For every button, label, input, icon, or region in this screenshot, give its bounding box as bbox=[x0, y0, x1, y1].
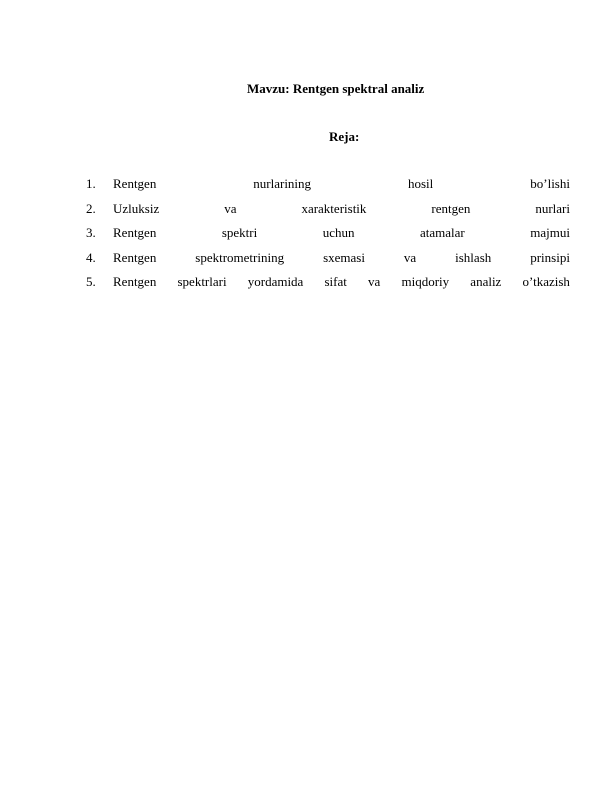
plan-item bbox=[86, 176, 570, 201]
plan-item-word: nurlarining bbox=[253, 176, 312, 191]
plan-item-word: va bbox=[368, 274, 381, 289]
plan-item-word: nurlari bbox=[535, 200, 570, 216]
plan-item-word: xarakteristik bbox=[301, 200, 367, 216]
plan-item-word: bo’lishi bbox=[530, 176, 570, 191]
plan-item-number: 1. bbox=[86, 176, 96, 191]
plan-item-word: spektri bbox=[221, 225, 258, 240]
plan-item-word: Uzluksiz bbox=[113, 200, 160, 216]
plan-item-number: 5. bbox=[86, 274, 96, 289]
document-title: Mavzu: Rentgen spektral analiz bbox=[247, 81, 425, 96]
plan-item-word: miqdoriy bbox=[401, 274, 450, 289]
plan-item-text bbox=[113, 201, 570, 217]
plan-item-word: yordamida bbox=[247, 274, 304, 289]
plan-item-word: va bbox=[403, 249, 417, 265]
plan-item-word: uchun bbox=[322, 225, 355, 240]
plan-item bbox=[86, 201, 570, 226]
plan-item-text bbox=[113, 225, 570, 241]
plan-item-number: 3. bbox=[86, 225, 96, 240]
plan-item-word: Rentgen bbox=[113, 274, 157, 289]
plan-item bbox=[86, 225, 570, 250]
plan-item-word: Rentgen bbox=[113, 225, 157, 240]
plan-item-word: va bbox=[224, 200, 237, 216]
plan-item-word: sxemasi bbox=[323, 249, 365, 265]
plan-item-text bbox=[113, 250, 570, 266]
plan-item-number: 2. bbox=[86, 200, 96, 216]
plan-item-word: o’tkazish bbox=[522, 274, 570, 289]
plan-item bbox=[86, 250, 570, 275]
plan-item-word: majmui bbox=[530, 225, 570, 240]
plan-item-word: Rentgen bbox=[113, 176, 157, 191]
plan-item bbox=[86, 274, 570, 299]
plan-item-word: ishlash bbox=[455, 249, 492, 265]
plan-item-text bbox=[113, 274, 570, 290]
plan-item-word: Rentgen bbox=[113, 249, 157, 265]
plan-item-word: hosil bbox=[408, 176, 434, 191]
plan-item-word: spektrlari bbox=[177, 274, 227, 289]
plan-item-word: sifat bbox=[324, 274, 347, 289]
plan-heading: Reja: bbox=[329, 129, 360, 144]
plan-list bbox=[86, 176, 570, 299]
plan-item-text bbox=[113, 176, 570, 192]
plan-item-word: atamalar bbox=[420, 225, 465, 240]
plan-item-number: 4. bbox=[86, 249, 96, 265]
plan-item-word: analiz bbox=[470, 274, 502, 289]
plan-item-word: prinsipi bbox=[530, 249, 570, 265]
plan-item-word: rentgen bbox=[431, 200, 471, 216]
plan-item-word: spektrometrining bbox=[195, 249, 285, 265]
